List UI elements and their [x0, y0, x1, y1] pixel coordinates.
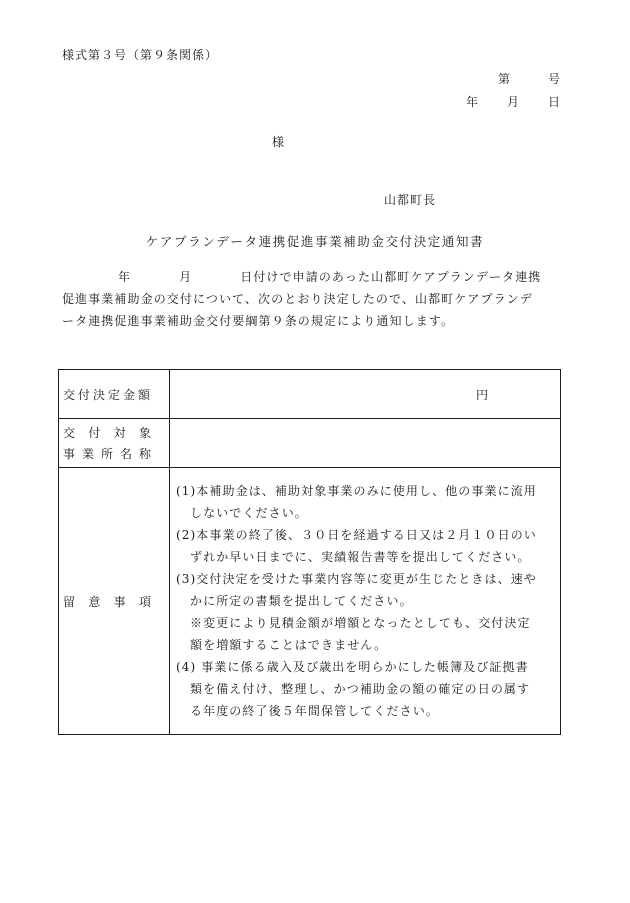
target-label-line-2 [59, 445, 151, 462]
issuer-name: 山都町長 [384, 193, 437, 207]
amount-value-cell [170, 370, 561, 419]
label-char: 事 [113, 594, 126, 609]
target-value-cell [170, 419, 561, 468]
doc-no-suffix: 号 [547, 72, 560, 86]
label-char: 対 [113, 426, 126, 440]
label-char: 項 [138, 594, 151, 609]
amount-label-cell [59, 370, 170, 419]
label-char: 業 [81, 447, 94, 461]
body-year: 年 [118, 270, 132, 284]
target-label-cell [59, 419, 170, 468]
note-line: (2)本事業の終了後、３０日を経過する日又は２月１０日のい [176, 528, 537, 542]
date-year: 年 [466, 95, 479, 109]
label-char: 称 [138, 447, 151, 461]
body-line-3: ータ連携促進事業補助金交付要綱第９条の規定により通知します。 [62, 314, 455, 328]
note-line: 額を増額することはできません。 [190, 638, 388, 652]
note-line: ※変更により見積金額が増額となったとしても、交付決定 [190, 616, 531, 630]
issue-date-line [466, 93, 560, 110]
label-char: 付 [88, 426, 101, 440]
label-char: 象 [138, 426, 151, 440]
date-month: 月 [506, 95, 519, 109]
label-char: 交 [63, 426, 76, 440]
notes-row [59, 468, 561, 735]
target-label-line-1 [59, 424, 151, 441]
label-char: 名 [119, 447, 132, 461]
note-line: (3)交付決定を受けた事業内容等に変更が生じたときは、速や [176, 572, 537, 586]
target-row [59, 419, 561, 468]
amount-label: 交付決定金額 [63, 387, 154, 402]
note-line: かに所定の書類を提出してください。 [190, 594, 413, 608]
date-day: 日 [547, 95, 560, 109]
amount-row [59, 370, 561, 419]
body-month: 月 [179, 270, 193, 284]
note-line: しないでください。 [190, 506, 308, 520]
doc-no-prefix: 第 [498, 72, 511, 86]
notes-label [59, 593, 151, 610]
note-line: ずれか早い日までに、実績報告書等を提出してください。 [190, 550, 531, 564]
decision-table [58, 369, 561, 735]
amount-unit: 円 [475, 387, 488, 402]
label-char: 意 [88, 594, 101, 609]
notes-label-cell [59, 468, 170, 735]
form-number: 様式第３号（第９条関係） [62, 48, 219, 62]
document-title: ケアプランデータ連携促進事業補助金交付決定通知書 [145, 234, 485, 249]
note-line: (1)本補助金は、補助対象事業のみに使用し、他の事業に流用 [176, 484, 537, 498]
body-line-1 [62, 266, 562, 288]
document-number-line [498, 70, 560, 87]
body-line-2: 促進事業補助金の交付について、次のとおり決定したので、山都町ケアプランデ [62, 292, 533, 306]
note-line: 類を備え付け、整理し、かつ補助金の額の確定の日の属す [190, 682, 531, 696]
note-line: (4) 事業に係る歳入及び歳出を明らかにした帳簿及び証拠書 [176, 660, 529, 674]
body-line-1-rest: 日付けで申請のあった山都町ケアプランデータ連携 [240, 270, 542, 284]
label-char: 事 [63, 447, 76, 461]
label-char: 所 [100, 447, 113, 461]
addressee-suffix: 様 [272, 135, 285, 149]
note-line: る年度の終了後５年間保管してください。 [190, 704, 439, 718]
label-char: 留 [63, 594, 76, 609]
notes-content [170, 468, 561, 735]
notice-body [62, 266, 562, 332]
